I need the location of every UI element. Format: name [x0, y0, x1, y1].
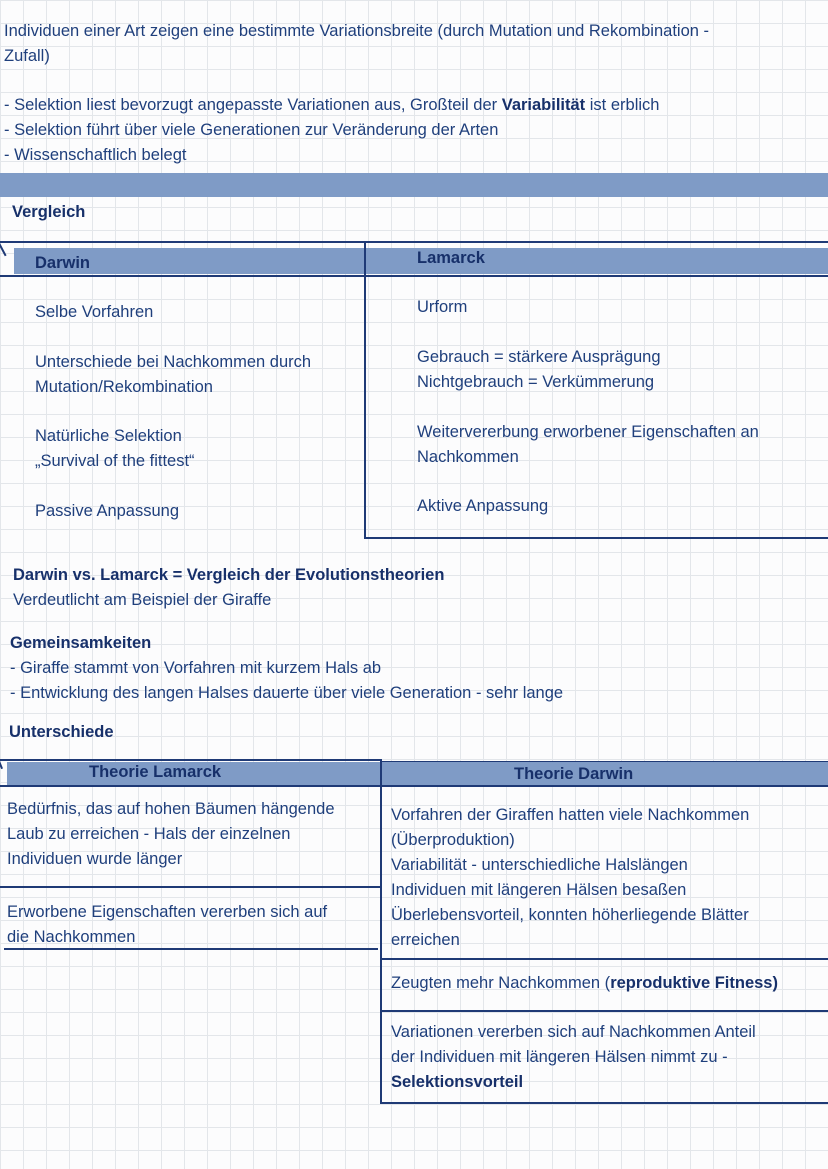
- bullet-text: - Selektion liest bevorzugt angepasste Variationen aus, Großteil der: [4, 96, 502, 114]
- darwin-cell: [391, 971, 828, 996]
- vergleich-heading: Vergleich: [12, 203, 86, 221]
- cell-line: Nichtgebrauch = Verkümmerung: [417, 373, 655, 391]
- table-rule: [0, 275, 828, 277]
- bullet-item: - Selektion führt über viele Generationen zur Veränderung der Arten: [4, 121, 499, 139]
- lamarck-cell: [417, 295, 467, 320]
- cell-line: Gebrauch = stärkere Ausprägung: [417, 348, 661, 366]
- giraffe-heading: Darwin vs. Lamarck = Vergleich der Evolutionstheorien: [13, 566, 445, 584]
- table-rule: [0, 785, 828, 787]
- cell-line: Individuen wurde länger: [7, 850, 183, 868]
- column-divider: [380, 761, 382, 1104]
- darwin-cell: [35, 499, 179, 524]
- cell-line: Natürliche Selektion: [35, 427, 182, 445]
- darwin-cell: [391, 1020, 756, 1095]
- cell-line: Variabilität - unterschiedliche Halslängen: [391, 856, 688, 874]
- cell-bold-term: reproduktive Fitness): [610, 974, 778, 992]
- lamarck-cell: [7, 797, 335, 872]
- list-item: - Giraffe stammt von Vorfahren mit kurzem Hals ab: [10, 659, 382, 677]
- darwin-cell: [35, 424, 195, 474]
- cell-line: Variationen vererben sich auf Nachkommen Anteil: [391, 1023, 756, 1041]
- table-rule: [364, 537, 828, 539]
- column-header-darwin: Darwin: [35, 254, 91, 272]
- column-divider: [364, 243, 366, 539]
- cell-text: Zeugten mehr Nachkommen (: [391, 974, 611, 992]
- lamarck-cell: [417, 494, 548, 519]
- table-rule: [382, 1102, 828, 1104]
- cell-line: Selbe Vorfahren: [35, 303, 154, 321]
- table-rule: [0, 886, 380, 888]
- cell-line: Bedürfnis, das auf hohen Bäumen hängende: [7, 800, 335, 818]
- section-banner: [0, 173, 828, 197]
- intro-line: Individuen einer Art zeigen eine bestimmte Variationsbreite (durch Mutation und Rekombination -: [4, 22, 709, 40]
- cell-line: Passive Anpassung: [35, 502, 180, 520]
- intro-line: Zufall): [4, 47, 50, 65]
- cell-line: Aktive Anpassung: [417, 497, 549, 515]
- table-rule: [382, 1010, 828, 1012]
- cell-line: Nachkommen: [417, 448, 519, 466]
- cell-line: Urform: [417, 298, 468, 316]
- cell-line: Überlebensvorteil, konnten höherliegende Blätter: [391, 906, 749, 924]
- gemeinsamkeiten-list: [10, 656, 820, 706]
- cell-line: der Individuen mit längeren Hälsen nimmt zu -: [391, 1048, 728, 1066]
- table-rule: [382, 958, 828, 960]
- bullet-bold-term: Variabilität: [501, 96, 586, 114]
- cell-line: Unterschiede bei Nachkommen durch: [35, 353, 312, 371]
- giraffe-subheading: Verdeutlicht am Beispiel der Giraffe: [13, 591, 272, 609]
- cell-line: Mutation/Rekombination: [35, 378, 213, 396]
- darwin-cell: [35, 300, 153, 325]
- list-item: - Entwicklung des langen Halses dauerte über viele Generation - sehr lange: [10, 684, 564, 702]
- bullet-text: ist erblich: [585, 96, 660, 114]
- cell-line: Vorfahren der Giraffen hatten viele Nachkommen: [391, 806, 750, 824]
- cell-line: Weitervererbung erworbener Eigenschaften an: [417, 423, 759, 441]
- column-header-lamarck: Lamarck: [417, 249, 485, 267]
- table-rule: [0, 761, 3, 769]
- cell-line: erreichen: [391, 931, 460, 949]
- gemeinsamkeiten-heading: Gemeinsamkeiten: [10, 634, 152, 652]
- lamarck-cell: [417, 345, 661, 395]
- darwin-cell: [35, 350, 311, 400]
- bullet-item: - Wissenschaftlich belegt: [4, 146, 187, 164]
- lamarck-cell: [7, 900, 327, 950]
- intro-bullets: [4, 93, 824, 168]
- unterschiede-heading: Unterschiede: [9, 723, 114, 741]
- intro-text: [4, 19, 824, 69]
- bullet-item: [4, 93, 824, 118]
- column-header-theorie-darwin: Theorie Darwin: [514, 765, 634, 783]
- cell-line: Laub zu erreichen - Hals der einzelnen: [7, 825, 291, 843]
- cell-line: Erworbene Eigenschaften vererben sich auf: [7, 903, 328, 921]
- table-rule: [0, 241, 828, 243]
- cell-line: „Survival of the fittest“: [35, 452, 195, 470]
- cell-line: [391, 971, 828, 996]
- cell-line: Individuen mit längeren Hälsen besaßen: [391, 881, 687, 899]
- column-header-theorie-lamarck: Theorie Lamarck: [89, 763, 222, 781]
- lamarck-cell: [417, 420, 759, 470]
- cell-line: (Überproduktion): [391, 831, 515, 849]
- cell-line: die Nachkommen: [7, 928, 136, 946]
- darwin-cell: [391, 803, 749, 953]
- table-rule: [4, 948, 378, 950]
- cell-bold-term: Selektionsvorteil: [391, 1073, 524, 1091]
- table-rule: [0, 243, 7, 256]
